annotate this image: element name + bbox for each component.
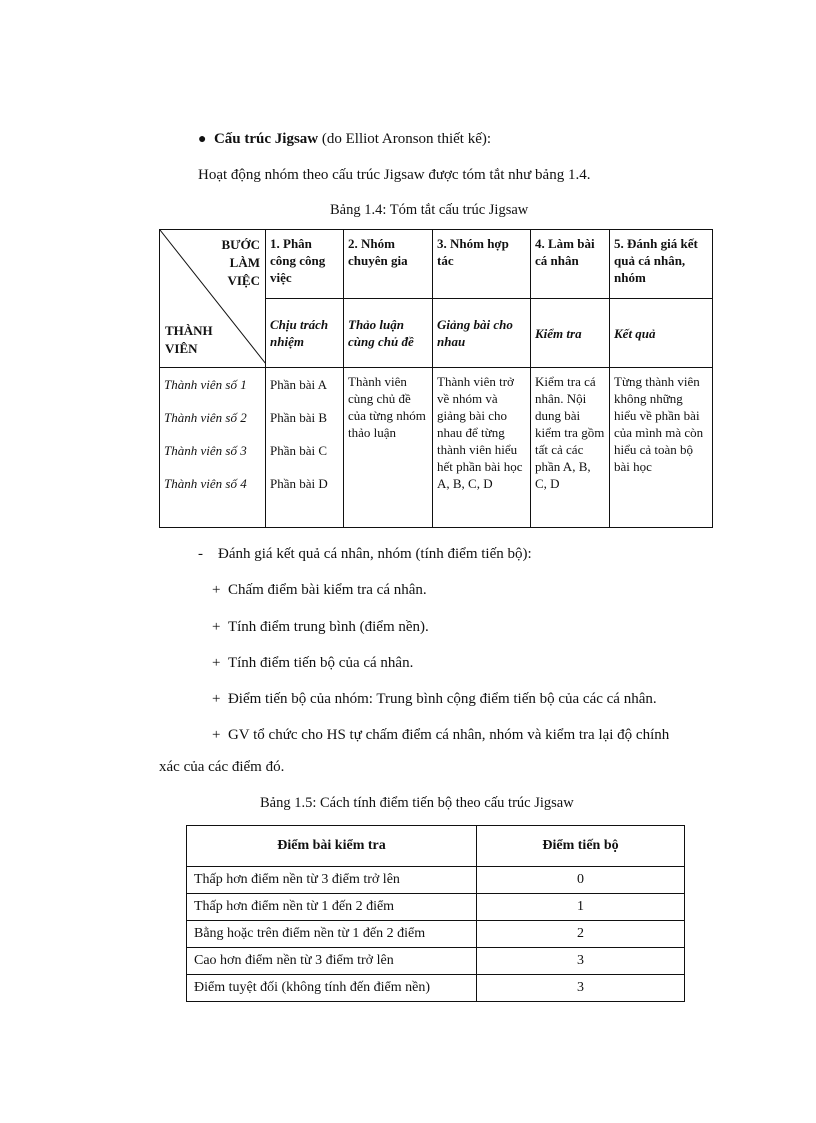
dash-marker: - — [198, 546, 203, 562]
evaluation-item: + Điểm tiến bộ của nhóm: Trung bình cộng điểm tiến bộ của các cá nhân. — [212, 691, 657, 707]
progress-points: 3 — [477, 948, 685, 975]
step-header: 3. Nhóm hợp tác — [433, 230, 531, 299]
action-cell: Kết quả — [610, 299, 713, 368]
table14-caption: Bảng 1.4: Tóm tắt cấu trúc Jigsaw — [330, 202, 529, 218]
table-row — [187, 894, 685, 921]
evaluation-item: + Tính điểm tiến bộ của cá nhân. — [212, 655, 414, 671]
table-row — [187, 867, 685, 894]
evaluation-heading: - Đánh giá kết quả cá nhân, nhóm (tính điểm tiến bộ): — [198, 546, 532, 562]
plus-marker: + — [212, 691, 221, 707]
member-label: Thành viên số 4 — [164, 476, 247, 491]
bullet-dot-icon: ● — [198, 132, 207, 147]
intro-paragraph: Hoạt động nhóm theo cấu trúc Jigsaw được tóm tắt như bảng 1.4. — [198, 167, 591, 183]
part-label: Phần bài A — [270, 377, 328, 392]
part-label: Phần bài B — [270, 410, 328, 425]
table-row — [187, 921, 685, 948]
detail-cell: Từng thành viên không những hiểu về phần bài của mình mà còn hiểu cả toàn bộ bài học — [610, 368, 713, 528]
evaluation-item: + Tính điểm trung bình (điểm nền). — [212, 619, 429, 635]
action-cell: Chịu trách nhiệm — [266, 299, 344, 368]
table-row — [187, 948, 685, 975]
plus-marker: + — [212, 582, 221, 598]
plus-marker: + — [212, 655, 221, 671]
evaluation-continuation: xác của các điểm đó. — [159, 759, 285, 775]
plus-marker: + — [212, 619, 221, 635]
score-condition: Thấp hơn điểm nền từ 3 điểm trở lên — [187, 867, 477, 894]
evaluation-item: + GV tổ chức cho HS tự chấm điểm cá nhân, nhóm và kiểm tra lại độ chính — [212, 727, 670, 743]
step-header: 2. Nhóm chuyên gia — [344, 230, 433, 299]
progress-points: 1 — [477, 894, 685, 921]
corner-label-steps: BƯỚC LÀM VIỆC — [221, 237, 260, 288]
member-label: Thành viên số 1 — [164, 377, 247, 392]
table15-caption: Bảng 1.5: Cách tính điểm tiến bộ theo cấu trúc Jigsaw — [260, 795, 574, 811]
member-label: Thành viên số 2 — [164, 410, 247, 425]
detail-cell: Kiểm tra cá nhân. Nội dung bài kiểm tra gồm tất cả các phần A, B, C, D — [531, 368, 610, 528]
score-condition: Bằng hoặc trên điểm nền từ 1 đến 2 điểm — [187, 921, 477, 948]
plus-marker: + — [212, 727, 221, 743]
step-header: 5. Đánh giá kết quả cá nhân, nhóm — [610, 230, 713, 299]
action-cell: Kiểm tra — [531, 299, 610, 368]
member-label: Thành viên số 3 — [164, 443, 247, 458]
score-condition: Điểm tuyệt đối (không tính đến điểm nền) — [187, 975, 477, 1002]
part-label: Phần bài C — [270, 443, 328, 458]
parts-cell — [266, 368, 344, 528]
progress-points: 3 — [477, 975, 685, 1002]
score-condition: Cao hơn điểm nền từ 3 điểm trở lên — [187, 948, 477, 975]
jigsaw-subtitle: (do Elliot Aronson thiết kế): — [318, 131, 492, 147]
corner-label-members: THÀNH VIÊN — [165, 323, 213, 356]
progress-score-table — [186, 825, 685, 1002]
detail-cell: Thành viên cùng chủ đề của từng nhóm thảo luận — [344, 368, 433, 528]
step-header: 4. Làm bài cá nhân — [531, 230, 610, 299]
jigsaw-bullet — [198, 131, 491, 148]
table-corner-cell — [160, 230, 266, 368]
jigsaw-summary-table — [159, 229, 713, 528]
progress-points: 2 — [477, 921, 685, 948]
score-condition: Thấp hơn điểm nền từ 1 đến 2 điểm — [187, 894, 477, 921]
detail-cell: Thành viên trở về nhóm và giảng bài cho nhau để từng thành viên hiểu hết phần bài học A, B, C, D — [433, 368, 531, 528]
step-header: 1. Phân công công việc — [266, 230, 344, 299]
part-label: Phần bài D — [270, 476, 328, 491]
column-header: Điểm bài kiểm tra — [187, 826, 477, 867]
action-cell: Giảng bài cho nhau — [433, 299, 531, 368]
progress-points: 0 — [477, 867, 685, 894]
evaluation-item: + Chấm điểm bài kiểm tra cá nhân. — [212, 582, 427, 598]
table-row — [187, 975, 685, 1002]
members-cell — [160, 368, 266, 528]
action-cell: Thảo luận cùng chủ đề — [344, 299, 433, 368]
column-header: Điểm tiến bộ — [477, 826, 685, 867]
jigsaw-title: Cấu trúc Jigsaw — [213, 131, 319, 147]
